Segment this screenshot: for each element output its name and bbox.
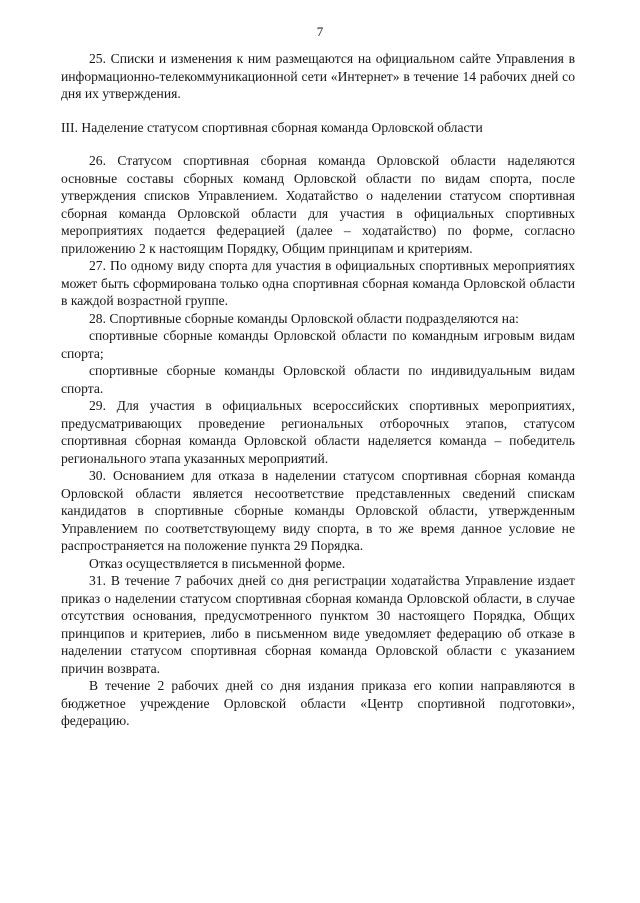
paragraph-25: 25. Списки и изменения к ним размещаются на официальном сайте Управления в информационно-телекоммуникационной сети «Интернет» в течение 14 рабочих дней со дня их утверждения.	[61, 51, 575, 101]
paragraph-28-item-team-sports: спортивные сборные команды Орловской области по командным игровым видам спорта;	[61, 328, 575, 361]
paragraph-28: 28. Спортивные сборные команды Орловской области подразделяются на:	[89, 310, 519, 326]
paragraph-26: 26. Статусом спортивная сборная команда Орловской области наделяются основные составы сборных команд Орловской области по видам спорта, после утверждения списков Управлением. Ходатайство о наделении статусом спортивная сборная команда Орловской области для участия в официальных спортивных мероприятиях подается федерацией (далее – ходатайство) по форме, согласно приложению 2 к настоящим Порядку, Общим принципам и критериям.	[61, 153, 575, 256]
paragraph-29: 29. Для участия в официальных всероссийских спортивных мероприятиях, предусматривающих проведение региональных отборочных этапов, статусом спортивная сборная команда Орловской области наделяется команда – победитель регионального этапа указанных мероприятий.	[61, 398, 575, 466]
paragraph-28-item-individual-sports: спортивные сборные команды Орловской области по индивидуальным видам спорта.	[61, 363, 575, 396]
paragraph-27: 27. По одному виду спорта для участия в официальных спортивных мероприятиях может быть сформирована только одна спортивная сборная команда Орловской области в каждой возрастной группе.	[61, 258, 575, 308]
document-body	[61, 50, 575, 730]
paragraph-31: 31. В течение 7 рабочих дней со дня регистрации ходатайства Управление издает приказ о наделении статусом спортивная сборная команда Орловской области, в случае отсутствия основания, предусмотренного пунктом 30 настоящего Порядка, Общих принципов и критериев, либо в письменном виде уведомляет федерацию об отказе в наделении статусом спортивная сборная команда Орловской области с указанием причин возврата.	[61, 573, 575, 676]
page-number: 7	[316, 24, 324, 39]
section-heading: III. Наделение статусом спортивная сборная команда Орловской области	[61, 119, 483, 135]
paragraph-30-refusal: Отказ осуществляется в письменной форме.	[89, 555, 346, 571]
paragraph-30: 30. Основанием для отказа в наделении статусом спортивная сборная команда Орловской области является несоответствие представленных сведений спискам кандидатов в спортивные сборные команды Орловской области, утвержденным Управлением по соответствующему виду спорта, в то же время данное условие не распространяется на положение пункта 29 Порядка.	[61, 468, 575, 553]
paragraph-31-copies: В течение 2 рабочих дней со дня издания приказа его копии направляются в бюджетное учреждение Орловской области «Центр спортивной подготовки», федерацию.	[61, 678, 575, 728]
